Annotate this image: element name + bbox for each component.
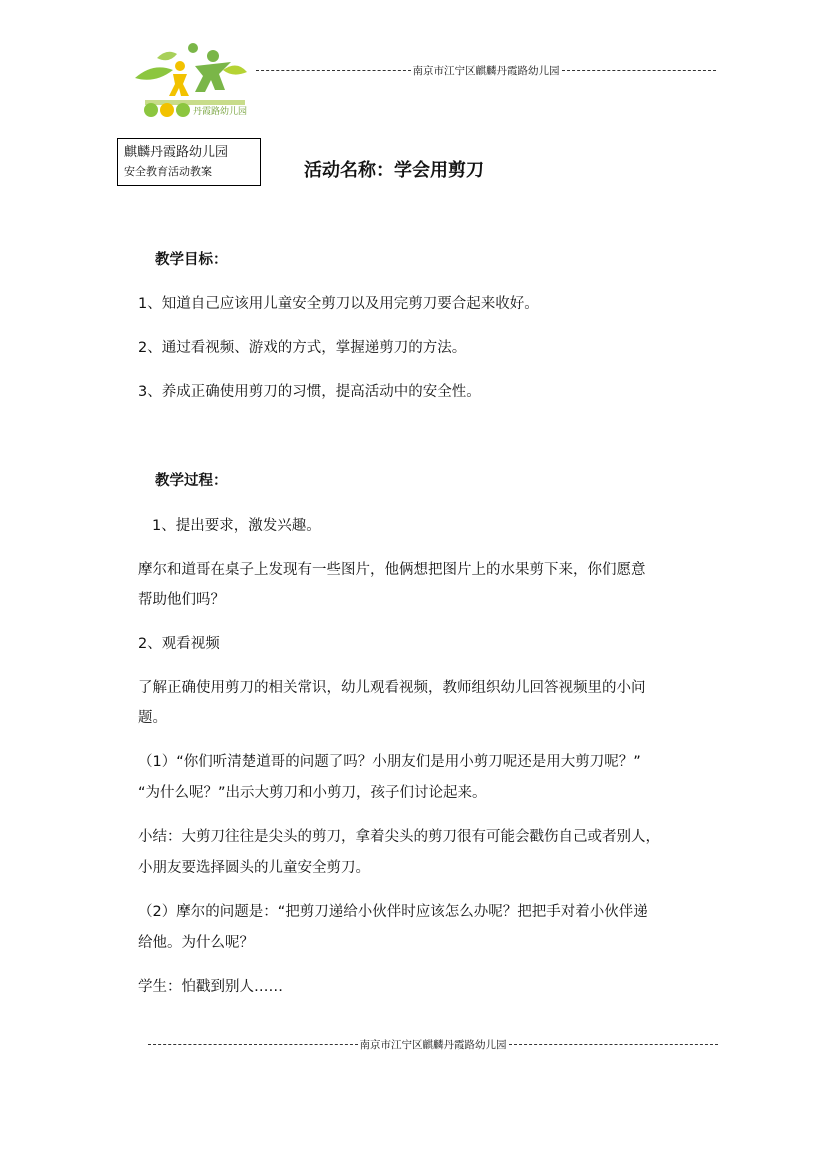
question-1-line: （1）“你们听清楚道哥的问题了吗？小朋友们是用小剪刀呢还是用大剪刀呢？” bbox=[138, 754, 641, 770]
school-info-box bbox=[117, 138, 261, 186]
goal-item: 1、知道自己应该用儿童安全剪刀以及用完剪刀要合起来收好。 bbox=[138, 296, 539, 312]
question-1-line: “为什么呢？”出示大剪刀和小剪刀，孩子们讨论起来。 bbox=[138, 785, 487, 801]
activity-title: 活动名称：学会用剪刀 bbox=[304, 160, 484, 181]
goal-item: 2、通过看视频、游戏的方式，掌握递剪刀的方法。 bbox=[138, 340, 467, 356]
paragraph-line: 帮助他们吗？ bbox=[138, 592, 225, 608]
kindergarten-logo bbox=[133, 40, 248, 118]
footer-school-name: 南京市江宁区麒麟丹霞路幼儿园 bbox=[359, 1038, 507, 1051]
header-dash-left bbox=[256, 70, 411, 71]
summary-line: 小结：大剪刀往往是尖头的剪刀，拿着尖头的剪刀很有可能会戳伤自己或者别人， bbox=[138, 829, 660, 845]
paragraph-line: 题。 bbox=[138, 710, 167, 726]
header-dash-right bbox=[562, 70, 717, 71]
goals-heading: 教学目标： bbox=[155, 252, 228, 268]
page-footer bbox=[148, 1036, 718, 1052]
logo-caption: 丹霞路幼儿园 bbox=[193, 107, 248, 117]
student-answer: 学生：怕戳到别人…… bbox=[138, 979, 283, 995]
question-2-line: 给他。为什么呢？ bbox=[138, 935, 254, 951]
footer-dash-right bbox=[509, 1044, 719, 1045]
school-subtitle: 安全教育活动教案 bbox=[124, 165, 212, 178]
process-step1: 1、提出要求，激发兴趣。 bbox=[152, 518, 321, 534]
paragraph-line: 摩尔和道哥在桌子上发现有一些图片，他俩想把图片上的水果剪下来，你们愿意 bbox=[138, 562, 646, 578]
school-name: 麒麟丹霞路幼儿园 bbox=[124, 145, 229, 160]
footer-dash-left bbox=[148, 1044, 358, 1045]
question-2-line: （2）摩尔的问题是：“把剪刀递给小伙伴时应该怎么办呢？把把手对着小伙伴递 bbox=[138, 904, 648, 920]
summary-line: 小朋友要选择圆头的儿童安全剪刀。 bbox=[138, 860, 370, 876]
process-heading: 教学过程： bbox=[155, 473, 228, 489]
process-step2: 2、观看视频 bbox=[138, 636, 220, 652]
goal-item: 3、养成正确使用剪刀的习惯，提高活动中的安全性。 bbox=[138, 384, 481, 400]
header-school-name: 南京市江宁区麒麟丹霞路幼儿园 bbox=[412, 64, 560, 77]
paragraph-line: 了解正确使用剪刀的相关常识，幼儿观看视频，教师组织幼儿回答视频里的小问 bbox=[138, 680, 646, 696]
page-header bbox=[256, 62, 716, 78]
